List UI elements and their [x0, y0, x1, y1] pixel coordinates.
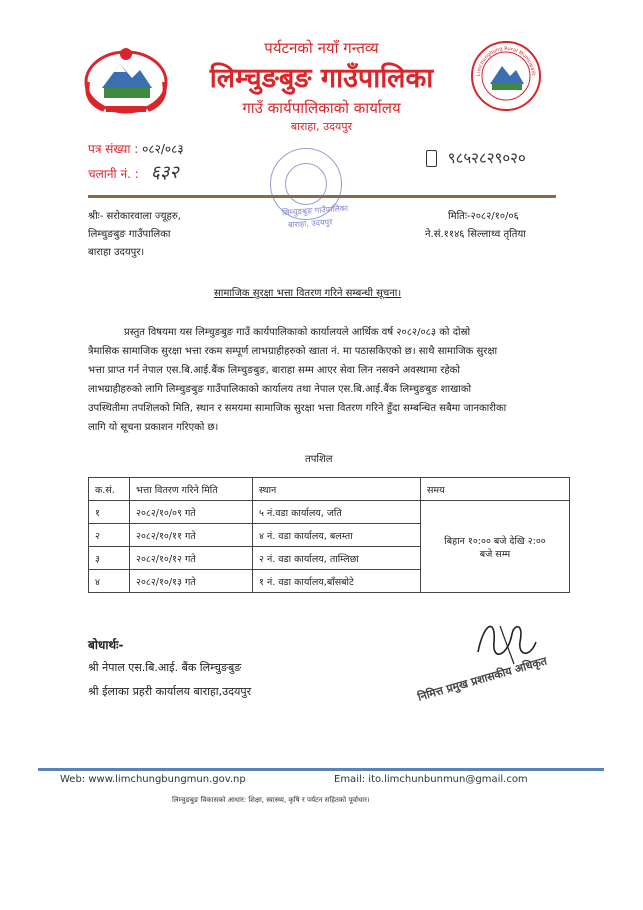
- recipient-line-1: श्रीः- सरोकारवाला ज्यूहरु,: [88, 211, 181, 222]
- cell-date: २०८२/१०/०९ गते: [130, 501, 253, 524]
- phone-icon: [426, 150, 437, 167]
- footer-website: Web: www.limchungbungmun.gov.np: [60, 774, 246, 785]
- body-line: त्रैमासिक सामाजिक सुरक्षा भत्ता रकम सम्पूर्ण लाभग्राहीहरुको खाता नं. मा पठासकिएको छ। साथै सामाजिक सुरक्षा: [88, 346, 498, 357]
- cell-sn: १: [89, 501, 130, 524]
- col-header-time: समय: [421, 478, 570, 501]
- body-line: भत्ता प्राप्त गर्न नेपाल एस.बि.आई.बैंक लिम्चुङबुङ, बाराहा सम्म आएर सेवा लिन नसक्ने अवस्थामा रहेको: [88, 365, 460, 376]
- table-header-row: [89, 478, 570, 501]
- patra-sankhya: [88, 140, 184, 157]
- cell-sn: ४: [89, 570, 130, 593]
- header-office-name: गाउँ कार्यपालिकाको कार्यालय: [242, 99, 401, 117]
- cell-sn: २: [89, 524, 130, 547]
- header-address: बाराहा, उदयपुर: [290, 120, 353, 133]
- header-motto: पर्यटनको नयाँ गन्तव्य: [264, 39, 379, 57]
- footer-email: Email: ito.limchunbunmun@gmail.com: [334, 774, 528, 785]
- phone-number: ९८५२८२९०२०: [447, 149, 526, 167]
- bodharth-label: बोधार्थः-: [88, 638, 124, 652]
- distribution-schedule-table: [88, 477, 570, 593]
- cell-sn: ३: [89, 547, 130, 570]
- phone-contact: [426, 148, 526, 168]
- cell-date: २०८२/१०/१२ गते: [130, 547, 253, 570]
- cell-date: २०८२/१०/१३ गते: [130, 570, 253, 593]
- cell-place: ५ नं.वडा कार्यालय, जति: [253, 501, 421, 524]
- cell-place: २ नं. वडा कार्यालय, ताम्लिछा: [253, 547, 421, 570]
- table-row: [89, 501, 570, 524]
- chalani-value: ६३२: [150, 162, 179, 183]
- letter-subject: सामाजिक सुरक्षा भत्ता वितरण गरिने सम्बन्धी सूचना।: [214, 288, 402, 299]
- col-header-date: भत्ता वितरण गरिने मिति: [130, 478, 253, 501]
- footer-divider: [38, 768, 604, 771]
- letter-date: मितिः-२०८२/१०/०६: [448, 211, 519, 222]
- header-divider: [88, 195, 556, 198]
- footer-slogan: लिम्चुङबुङ विकासको आधार: शिक्षा, स्वास्थ्य, कृषि र पर्यटन सहितको पूर्वाधार।: [172, 796, 370, 804]
- body-line: प्रस्तुत विषयमा यस लिम्चुङबुङ गाउँ कार्यपालिकाको कार्यालयले आर्थिक वर्ष २०८२/०८३ को दोस्रो: [124, 327, 471, 338]
- nepal-sambat-date: ने.सं.११४६ सिल्लाथ्व तृतिया: [425, 229, 526, 240]
- body-line: उपस्थितीमा तपशिलको मिति, स्थान र समयमा सामाजिक सुरक्षा भत्ता वितरण गरिने हुँदा सम्बन्धित सबैमा जानकारीका: [88, 403, 507, 414]
- bodharth-line-2: श्री ईलाका प्रहरी कार्यालय बाराहा,उदयपुर: [88, 685, 252, 698]
- cell-time: [421, 501, 570, 593]
- col-header-sn: क.सं.: [89, 478, 130, 501]
- time-line-1: बिहान १०:०० बजे देखि २:००: [444, 535, 546, 547]
- letter-body: [88, 323, 558, 437]
- patra-label: पत्र संख्या :: [88, 142, 139, 156]
- cell-date: २०८२/१०/११ गते: [130, 524, 253, 547]
- chalani-number: [88, 160, 179, 184]
- body-line: लागि यो सूचना प्रकाशन गरिएको छ।: [88, 422, 219, 433]
- recipient-line-2: लिम्चुङबुङ गाउँपालिका: [88, 229, 171, 240]
- table-title: तपशिल: [305, 454, 333, 465]
- signature-designation-stamp: निमित्त प्रमुख प्रशासकीय अधिकृत: [416, 654, 549, 704]
- time-line-2: बजे सम्म: [479, 548, 511, 560]
- recipient-line-3: बाराहा उदयपुर।: [88, 247, 145, 258]
- body-line: लाभग्राहीहरुको लागि लिम्चुङबुङ गाउँपालिकाको कार्यालय तथा नेपाल एस.बि.आई.बैंक लिम्चुङबुङ शाखाको: [88, 384, 472, 395]
- header-municipality-name: लिम्चुङबुङ गाउँपालिका: [209, 63, 434, 94]
- stamp-text-2: बाराहा, उदयपुर: [287, 217, 333, 230]
- col-header-place: स्थान: [253, 478, 421, 501]
- patra-value: ०८२/०८३: [142, 142, 184, 156]
- bodharth-line-1: श्री नेपाल एस.बि.आई. बैंक लिम्चुङबुङ: [88, 661, 242, 674]
- cell-place: ४ नं. वडा कार्यालय, बलम्ता: [253, 524, 421, 547]
- cell-place: १ नं. वडा कार्यालय,बाँसबोटे: [253, 570, 421, 593]
- stamp-text-1: लिम्चुङबुङ गाउँपालिका: [281, 203, 349, 218]
- chalani-label: चलानी नं. :: [88, 167, 139, 181]
- seal-ring-text: Limchungbung Rural Municipalit: [475, 45, 537, 77]
